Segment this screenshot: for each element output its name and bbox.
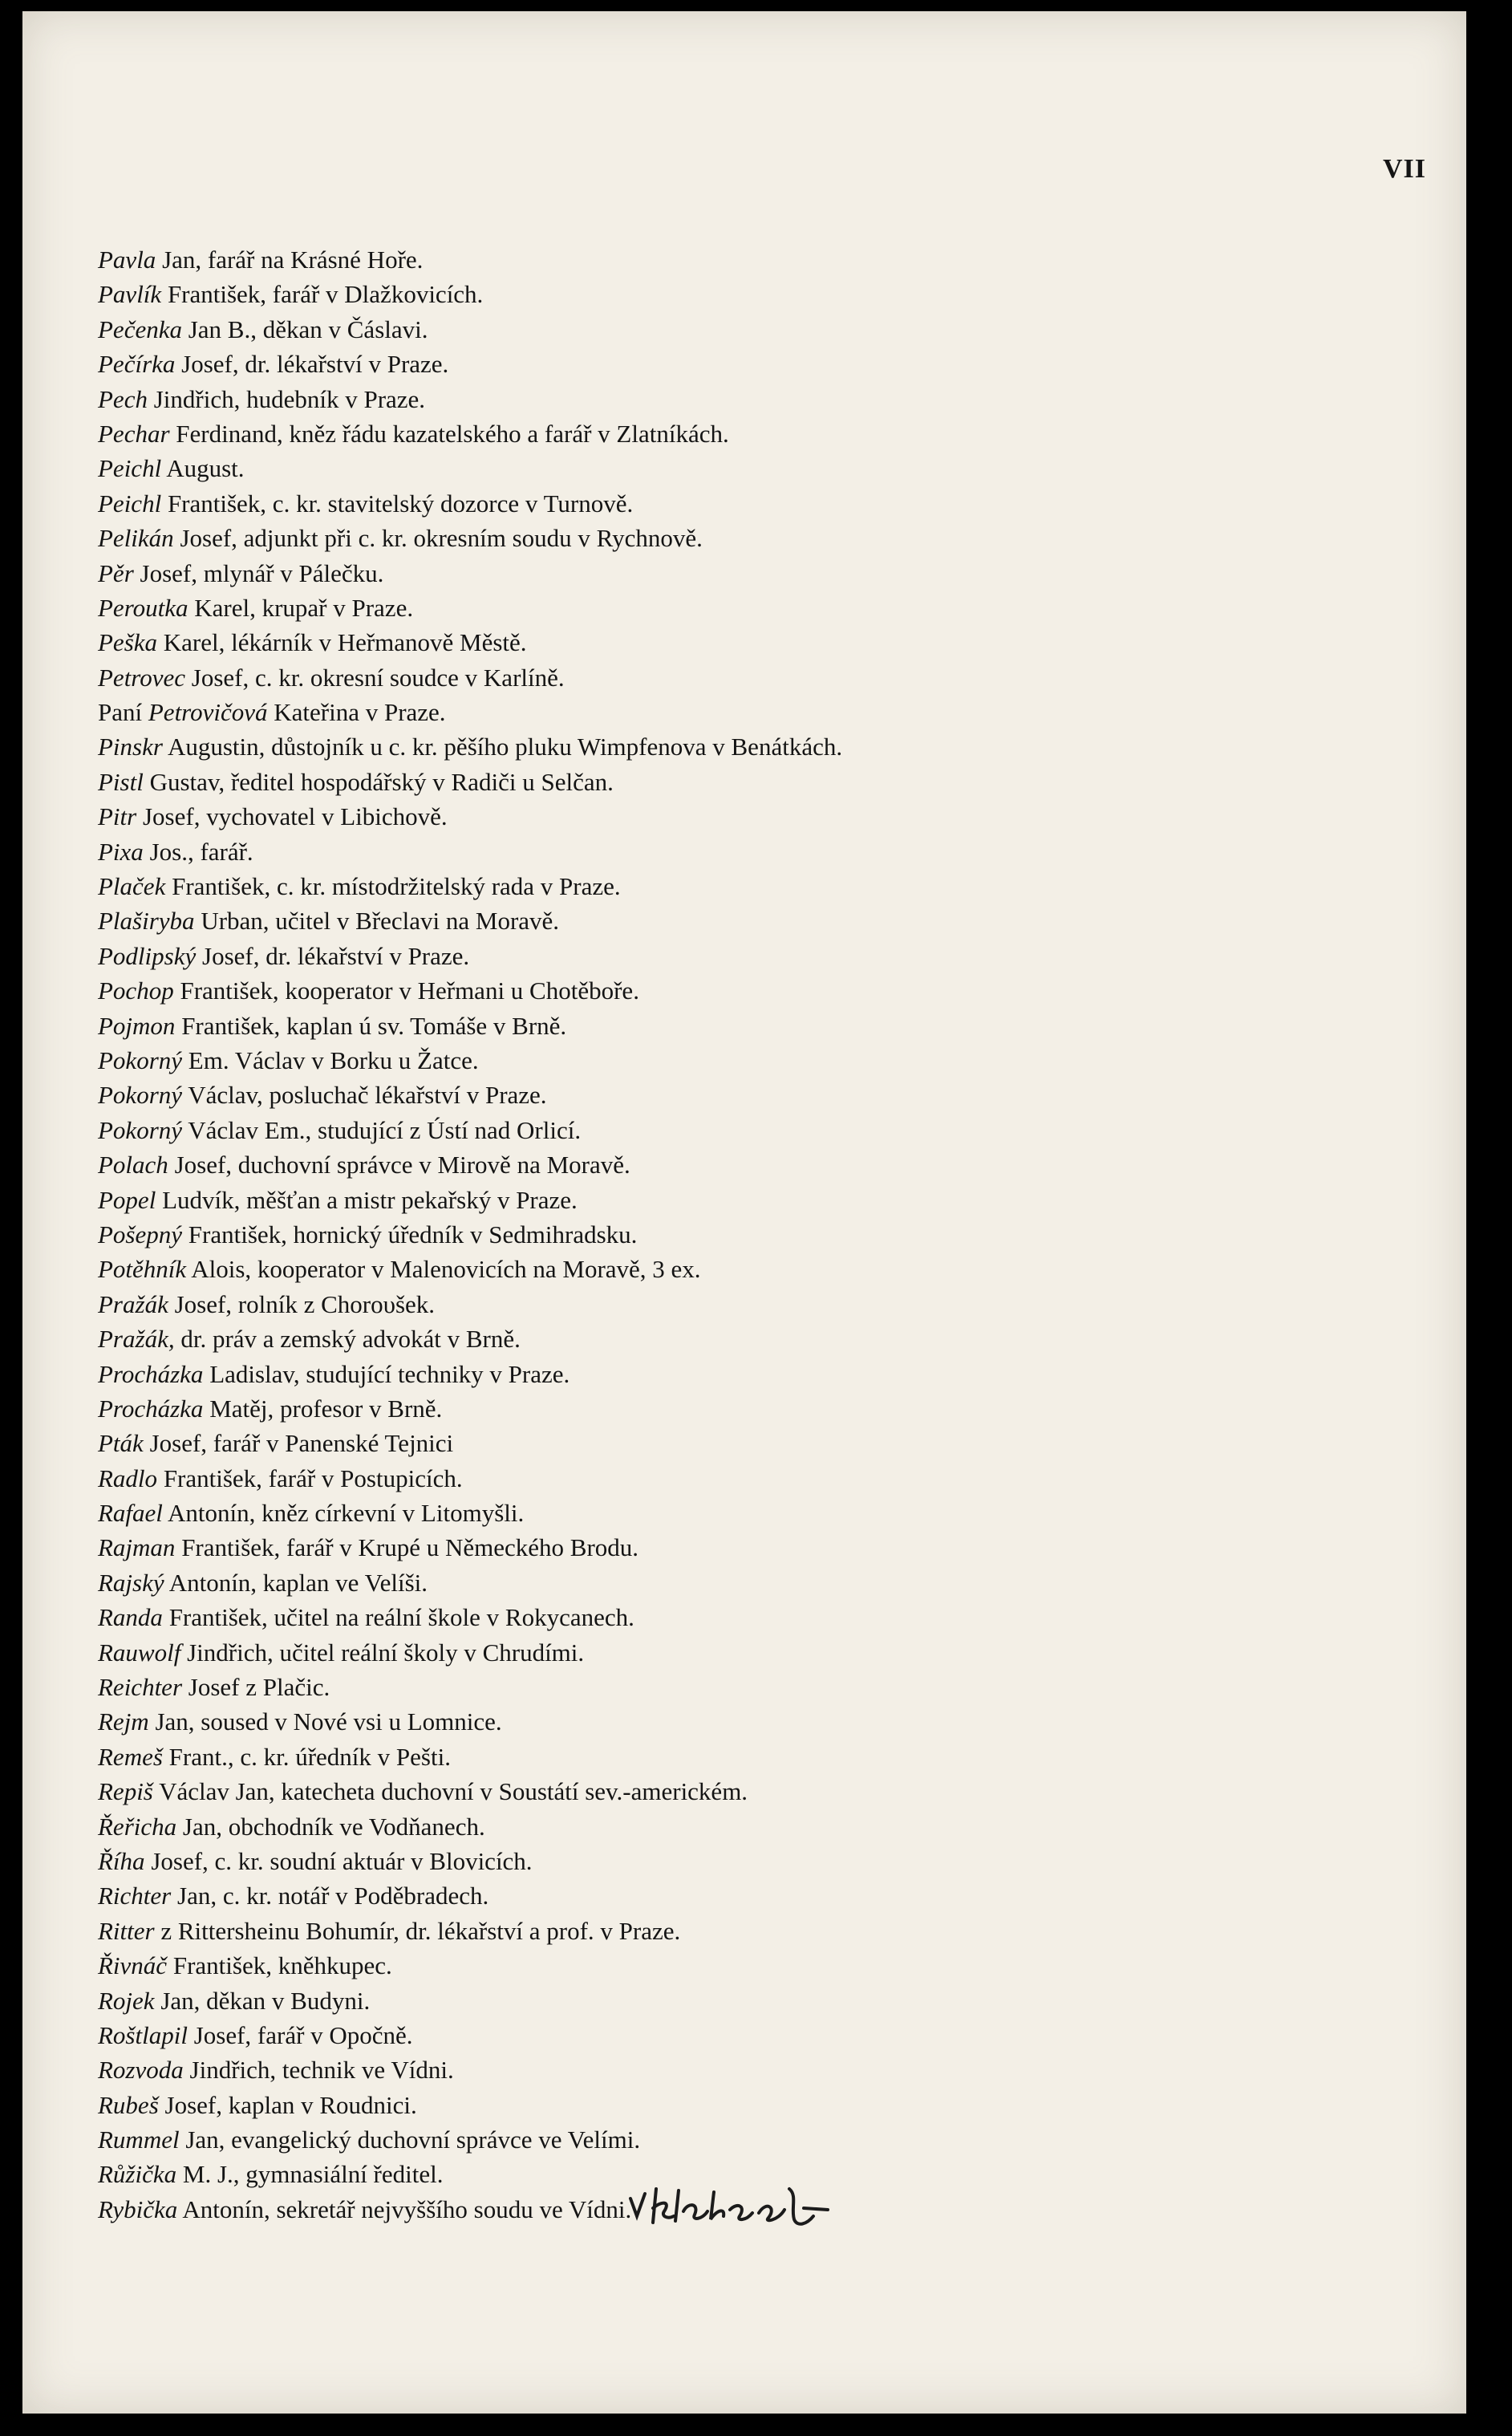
entry-surname: Pták <box>98 1429 144 1458</box>
entry-surname: Rozvoda <box>98 2056 184 2085</box>
entry-surname: Pixa <box>98 837 144 866</box>
list-item <box>98 1252 1349 1286</box>
entry-surname: Řivnáč <box>98 1951 168 1980</box>
list-item <box>98 556 1349 591</box>
entry-description: František, učitel na reální škole v Rokycanech. <box>168 1603 634 1632</box>
entry-surname: Pinskr <box>98 733 163 761</box>
entry-description: František, farář v Postupicích. <box>163 1464 463 1492</box>
entry-description: Alois, kooperator v Malenovicích na Moravě, 3 ex. <box>191 1255 701 1284</box>
entry-description: Josef z Plačic. <box>188 1673 330 1702</box>
entry-surname: Pavla <box>98 246 156 274</box>
entry-description: Kateřina v Praze. <box>274 698 446 727</box>
entry-surname: Rauwolf <box>98 1638 181 1667</box>
list-item <box>98 1043 1349 1078</box>
list-item <box>98 939 1349 973</box>
entry-description: Jan B., děkan v Čáslavi. <box>188 315 428 343</box>
list-item <box>98 242 1349 277</box>
list-item <box>98 695 1349 729</box>
entry-description: Josef, farář v Panenské Tejnici <box>149 1429 454 1458</box>
entry-description: Josef, mlynář v Pálečku. <box>140 558 384 587</box>
list-item <box>98 591 1349 625</box>
list-item <box>98 1009 1349 1043</box>
entry-description: Jindřich, učitel reální školy v Chrudími. <box>187 1638 585 1667</box>
list-item <box>98 1322 1349 1356</box>
entry-surname: Plaširyba <box>98 907 195 936</box>
entry-surname: Pitr <box>98 802 137 831</box>
list-item <box>98 1670 1349 1704</box>
list-item <box>98 1183 1349 1217</box>
entry-description: Augustin, důstojník u c. kr. pěšího pluku Wimpfenova v Benátkách. <box>167 733 843 761</box>
list-item <box>98 1147 1349 1182</box>
entry-surname: Pechar <box>98 419 170 448</box>
entry-surname: Pražák <box>98 1289 168 1318</box>
entry-surname: Procházka <box>98 1394 204 1423</box>
list-item <box>98 765 1349 799</box>
list-item <box>98 2122 1349 2157</box>
entry-surname: Řeřicha <box>98 1812 177 1841</box>
list-item <box>98 1565 1349 1600</box>
entry-description: Karel, lékárník v Heřmanově Městě. <box>163 628 527 657</box>
entry-description: Em. Václav v Borku u Žatce. <box>188 1045 479 1074</box>
entry-description: Jan, děkan v Budyni. <box>160 1986 371 2015</box>
list-item <box>98 1391 1349 1426</box>
list-item <box>98 1914 1349 1948</box>
entry-description: Jindřich, technik ve Vídni. <box>189 2056 454 2085</box>
entry-description: Josef, farář v Opočně. <box>193 2020 413 2049</box>
entry-surname: Rajský <box>98 1568 164 1597</box>
list-item <box>98 1113 1349 1147</box>
entry-surname: Randa <box>98 1603 163 1632</box>
entry-description: M. J., gymnasiální ředitel. <box>182 2160 444 2189</box>
list-item <box>98 1740 1349 1774</box>
handwritten-signature <box>626 2184 842 2232</box>
entry-surname: Pražák, <box>98 1325 175 1354</box>
list-item <box>98 2088 1349 2122</box>
entry-surname: Plaček <box>98 872 166 901</box>
list-item <box>98 2018 1349 2052</box>
list-item <box>98 1217 1349 1252</box>
entry-description: František, c. kr. stavitelský dozorce v Turnově. <box>167 489 634 518</box>
entry-description: Josef, kaplan v Roudnici. <box>164 2090 417 2119</box>
list-item <box>98 1704 1349 1739</box>
entry-description: Jan, soused v Nové vsi u Lomnice. <box>155 1707 502 1736</box>
entry-surname: Rybička <box>98 2194 178 2223</box>
list-item <box>98 312 1349 347</box>
list-item <box>98 451 1349 485</box>
entry-description: František, kooperator v Heřmani u Chotěboře. <box>180 976 639 1005</box>
entry-surname: Peška <box>98 628 158 657</box>
entry-description: Ferdinand, kněz řádu kazatelského a farář v Zlatníkách. <box>176 419 729 448</box>
list-item <box>98 799 1349 834</box>
list-item <box>98 1948 1349 1983</box>
entry-surname: Ritter <box>98 1916 155 1945</box>
entry-surname: Radlo <box>98 1464 158 1492</box>
entry-surname: Pelikán <box>98 524 174 553</box>
entry-description: Josef, vychovatel v Libichově. <box>142 802 448 831</box>
entry-surname: Reichter <box>98 1673 183 1702</box>
entry-description: Josef, c. kr. okresní soudce v Karlíně. <box>191 663 565 692</box>
list-item <box>98 834 1349 869</box>
entry-description: Jos., farář. <box>149 837 253 866</box>
list-item <box>98 1530 1349 1565</box>
entry-description: August. <box>166 454 245 483</box>
list-item <box>98 486 1349 521</box>
entry-description: Jan, obchodník ve Vodňanech. <box>182 1812 485 1841</box>
entry-description: Josef, c. kr. soudní aktuár v Blovicích. <box>151 1846 533 1875</box>
list-item <box>98 729 1349 764</box>
entry-surname: Rafael <box>98 1499 163 1528</box>
subscriber-list <box>98 242 1349 2227</box>
list-item <box>98 1426 1349 1460</box>
entry-description: Václav Jan, katecheta duchovní v Soustátí sev.-americkém. <box>159 1777 748 1806</box>
entry-description: dr. práv a zemský advokát v Brně. <box>180 1325 521 1354</box>
entry-surname: Rummel <box>98 2125 180 2154</box>
entry-surname: Pečírka <box>98 350 176 379</box>
list-item <box>98 1496 1349 1530</box>
entry-surname: Pokorný <box>98 1045 183 1074</box>
entry-description: Jan, farář na Krásné Hoře. <box>162 246 424 274</box>
entry-surname: Petrovičová <box>148 698 268 727</box>
list-item <box>98 660 1349 695</box>
list-item <box>98 625 1349 660</box>
entry-description: Josef, rolník z Chorουšek. <box>174 1289 436 1318</box>
list-item <box>98 1600 1349 1634</box>
entry-surname: Rojek <box>98 1986 155 2015</box>
entry-description: Josef, duchovní správce v Mirově na Moravě. <box>174 1151 630 1179</box>
entry-description: Antonín, kaplan ve Velíši. <box>168 1568 428 1597</box>
entry-prefix: Paní <box>98 698 143 727</box>
page-number: VII <box>1382 154 1426 184</box>
entry-surname: Popel <box>98 1185 156 1214</box>
list-item <box>98 1287 1349 1322</box>
list-item <box>98 2052 1349 2087</box>
entry-surname: Roštlapil <box>98 2020 188 2049</box>
list-item <box>98 382 1349 416</box>
entry-surname: Pokorný <box>98 1115 183 1144</box>
entry-surname: Podlipský <box>98 941 197 970</box>
entry-description: František, farář v Krupé u Německého Brodu. <box>181 1533 639 1562</box>
entry-description: Ladislav, studující techniky v Praze. <box>209 1359 570 1388</box>
list-item <box>98 521 1349 555</box>
entry-surname: Peroutka <box>98 593 188 622</box>
entry-surname: Pokorný <box>98 1081 183 1110</box>
entry-surname: Pojmon <box>98 1011 176 1040</box>
entry-description: Josef, dr. lékařství v Praze. <box>202 941 470 970</box>
list-item <box>98 1809 1349 1844</box>
entry-surname: Peichl <box>98 454 162 483</box>
entry-description: Karel, krupař v Praze. <box>194 593 414 622</box>
entry-description: František, farář v Dlažkovicích. <box>167 280 484 309</box>
entry-description: František, c. kr. místodržitelský rada v Praze. <box>172 872 621 901</box>
entry-surname: Peichl <box>98 489 162 518</box>
list-item <box>98 1635 1349 1670</box>
entry-surname: Rejm <box>98 1707 149 1736</box>
list-item <box>98 903 1349 938</box>
list-item <box>98 347 1349 381</box>
entry-surname: Remeš <box>98 1742 163 1771</box>
list-item <box>98 416 1349 451</box>
list-item <box>98 869 1349 903</box>
entry-surname: Říha <box>98 1846 145 1875</box>
entry-description: Antonín, sekretář nejvyššího soudu ve Vídni. <box>182 2194 632 2223</box>
entry-surname: Pavlík <box>98 280 162 309</box>
entry-description: František, kněhkupec. <box>172 1951 392 1980</box>
entry-description: Gustav, ředitel hospodářský v Radiči u Selčan. <box>149 767 614 796</box>
list-item <box>98 1878 1349 1913</box>
entry-surname: Rubeš <box>98 2090 159 2119</box>
entry-description: Jan, c. kr. notář v Poděbradech. <box>177 1882 489 1910</box>
entry-description: Jindřich, hudebník v Praze. <box>153 384 426 413</box>
entry-surname: Procházka <box>98 1359 204 1388</box>
entry-surname: Polach <box>98 1151 168 1179</box>
list-item <box>98 973 1349 1008</box>
list-item <box>98 1078 1349 1112</box>
entry-surname: Pěr <box>98 558 134 587</box>
entry-surname: Pečenka <box>98 315 182 343</box>
entry-description: František, hornický úředník v Sedmihradsku. <box>188 1220 638 1248</box>
entry-surname: Pochop <box>98 976 174 1005</box>
entry-description: Matěj, profesor v Brně. <box>209 1394 443 1423</box>
list-item <box>98 1461 1349 1496</box>
entry-description: Antonín, kněz církevní v Litomyšli. <box>167 1499 525 1528</box>
list-item <box>98 1774 1349 1809</box>
entry-surname: Pistl <box>98 767 144 796</box>
entry-surname: Potěhník <box>98 1255 187 1284</box>
entry-surname: Růžička <box>98 2160 177 2189</box>
entry-description: Urban, učitel v Břeclavi na Moravě. <box>201 907 560 936</box>
entry-surname: Pošepný <box>98 1220 183 1248</box>
list-item <box>98 1983 1349 2018</box>
entry-surname: Rajman <box>98 1533 176 1562</box>
entry-surname: Pech <box>98 384 148 413</box>
list-item <box>98 277 1349 311</box>
entry-surname: Repiš <box>98 1777 153 1806</box>
entry-description: František, kaplan ú sv. Tomáše v Brně. <box>181 1011 567 1040</box>
entry-surname: Petrovec <box>98 663 185 692</box>
list-item <box>98 1357 1349 1391</box>
book-page <box>22 11 1466 2414</box>
entry-description: Josef, dr. lékařství v Praze. <box>181 350 449 379</box>
entry-description: Jan, evangelický duchovní správce ve Velími. <box>185 2125 641 2154</box>
entry-description: Frant., c. kr. úředník v Pešti. <box>168 1742 451 1771</box>
entry-description: z Rittersheinu Bohumír, dr. lékařství a prof. v Praze. <box>160 1916 681 1945</box>
entry-description: Josef, adjunkt při c. kr. okresním soudu v Rychnově. <box>180 524 703 553</box>
entry-description: Václav Em., studující z Ústí nad Orlicí. <box>188 1115 582 1144</box>
entry-description: Ludvík, měšťan a mistr pekařský v Praze. <box>162 1185 578 1214</box>
entry-surname: Richter <box>98 1882 172 1910</box>
list-item <box>98 1844 1349 1878</box>
entry-description: Václav, posluchač lékařství v Praze. <box>188 1081 547 1110</box>
